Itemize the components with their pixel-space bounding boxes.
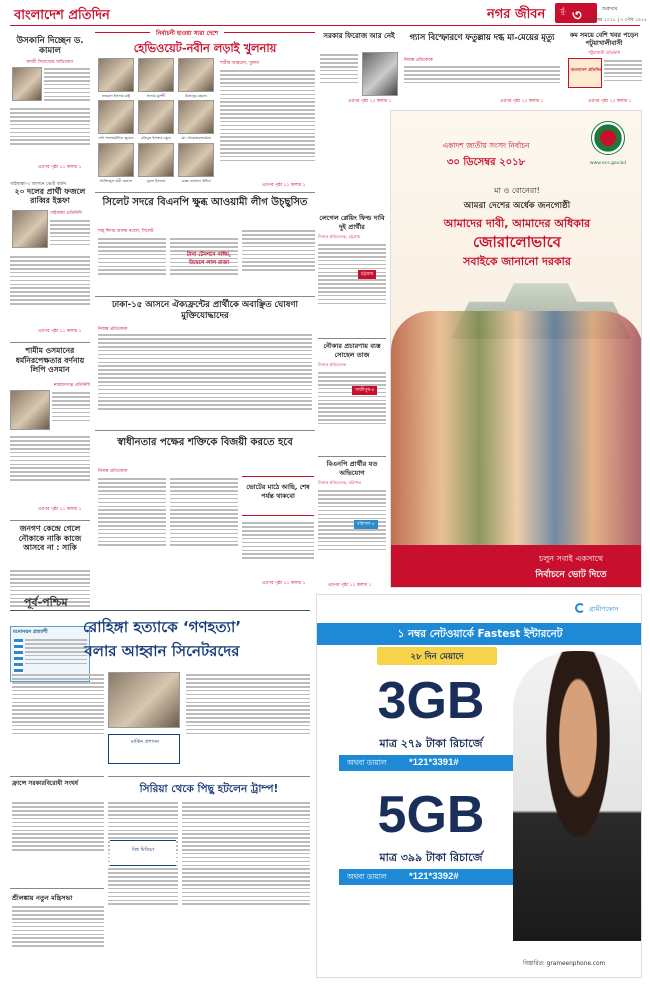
women-group-image <box>391 311 642 547</box>
gaibandha-body <box>50 218 90 252</box>
kom-logo <box>568 58 602 88</box>
divider-bottom-3 <box>108 776 310 777</box>
quote-box-2 <box>110 840 176 866</box>
candidate-photo-4 <box>98 100 134 134</box>
ec-big2: জোরালোভাবে <box>473 233 561 251</box>
swadhinata-body-3 <box>242 520 314 580</box>
gp-dial1: *121*3391# <box>409 757 459 768</box>
gaibandha-sub: ২০ দলের প্রার্থী ফজলে রাব্বির ইস্তফা <box>14 187 86 205</box>
srilanka-headline: শ্রীলঙ্কায় নতুন মন্ত্রিসভা <box>12 894 73 902</box>
candidate-photo-5 <box>138 100 174 134</box>
sarkar-headline: সরকার ফিরোজ আর নেই <box>323 32 395 40</box>
ec-footer2: নির্বাচনে ভোট দিতে <box>535 570 607 580</box>
gas-headline: গ্যাস বিস্ফোরণে ফতুল্লায় দগ্ধ মা-মেয়ের মৃত্যু <box>409 32 555 42</box>
gp-dial2-band <box>339 869 523 885</box>
gp-dial1-band <box>339 755 523 771</box>
shamim-headline: শামীম ওসমানের ধর্মনিরপেক্ষতার বর্ণনায় লিপি ওসমান <box>15 346 85 374</box>
rohingya-headline-box <box>22 616 302 668</box>
sarkar-photo <box>362 52 398 96</box>
swadhinata-box-text: ভোটের মাঠে আছি, শেষ পর্যন্ত থাকবো <box>246 483 310 500</box>
nouka-body <box>318 370 386 450</box>
srilanka-body <box>12 904 104 976</box>
usk-story <box>10 36 90 176</box>
candidate-photo-1 <box>98 58 134 92</box>
ec-footer-band <box>391 545 642 588</box>
gp-validity: ২৮ দিন মেয়াদে <box>410 652 464 662</box>
cricket-headline: ফ্রান্সে সরকারবিরোধী সংঘর্ষ <box>12 780 79 787</box>
swadhinata-byline: নিজস্ব প্রতিবেদক <box>98 469 128 474</box>
page-word: পৃষ্ঠা <box>559 7 565 16</box>
khulna-body <box>220 68 315 178</box>
sarkar-body <box>320 52 358 96</box>
ec-ad <box>390 110 642 588</box>
divider-mid-3 <box>95 430 315 431</box>
gp-ad <box>316 594 642 978</box>
gp-validity-badge <box>377 647 497 665</box>
bnp-story <box>318 460 386 590</box>
gaibandha-headline: গাইবান্ধা-৩ আসনে ভোট বর্জন <box>10 182 67 187</box>
gp-model-image <box>513 651 642 941</box>
purba-section: পূর্ব-পশ্চিম <box>24 596 68 609</box>
usk-headline: উসকানি দিচ্ছেন ড. কামাল <box>16 36 84 56</box>
gp-price2: মাত্র ৩৯৯ টাকা রিচার্জে <box>379 851 483 864</box>
flag-headline: লেগেল প্লেয়িং ফিল্ড দাবি দুই প্রার্থীর <box>319 214 385 231</box>
ec-sub: আমরা দেশের অর্ধেক জনগোষ্ঠী <box>463 201 571 211</box>
sarkar-continued: এরপর পৃষ্ঠা ১১ কলাম ১ <box>348 99 392 104</box>
shamim-photo <box>10 390 50 430</box>
kom-logo-text: বাংলাদেশ প্রতিদিন <box>570 67 602 72</box>
sylhet-byline: শাহ্ দিদার আলম নবেল, সিলেট <box>98 229 154 234</box>
candidate-photo-2 <box>138 58 174 92</box>
masthead <box>0 0 650 26</box>
gp-dial2: *121*3392# <box>409 871 459 882</box>
ec-call: মা ও বোনেরা! <box>494 186 540 195</box>
ec-line2: ৩০ ডিসেম্বর ২০১৮ <box>446 157 526 168</box>
rohingya-body-1 <box>12 672 104 772</box>
gas-continued: এরপর পৃষ্ঠা ১১ কলাম ১ <box>500 99 544 104</box>
quote1-text: মার্কিন প্রশাসন <box>130 739 160 745</box>
rohingya-body-2 <box>186 672 310 772</box>
gp-price1: মাত্র ২৭৯ টাকা রিচার্জে <box>379 737 483 750</box>
sylhet-body-3 <box>242 228 315 292</box>
divider-mid-1 <box>95 192 315 193</box>
candidate-photo-3 <box>178 58 214 92</box>
usk-photo <box>12 67 42 101</box>
kom-continued: এরপর পৃষ্ঠা ১১ কলাম ১ <box>588 99 632 104</box>
bnp-dateline: নিজস্ব প্রতিবেদক, বরিশাল <box>318 480 362 485</box>
candidate-photo-9 <box>178 143 214 177</box>
ec-big1: আমাদের দাবী, আমাদের অধিকার <box>443 217 591 230</box>
divider-left-2 <box>10 520 90 521</box>
caption-9: মোল্লা জালাল উদ্দিন <box>181 179 211 183</box>
gp-headline-band <box>317 623 642 645</box>
lobby-label: মনোনয়ন প্রত্যাশী <box>13 629 48 635</box>
flag-tag: চট্টগ্রাম <box>358 270 376 279</box>
flag-body <box>318 242 386 326</box>
syria-body-2 <box>182 800 310 976</box>
syria-body-1 <box>108 800 178 976</box>
candidate-photo-6 <box>178 100 214 134</box>
kom-body <box>604 58 642 94</box>
issue-date: ২১ ডিসেম্বর ২০১৮ | ৭ পৌষ ১৪২৫ <box>580 18 647 23</box>
flag-story <box>318 214 386 334</box>
divider-right-2 <box>318 456 386 457</box>
gaibandha-story <box>10 180 90 340</box>
syria-headline: সিরিয়া থেকে পিছু হটলেন ট্রাম্প! <box>139 783 279 795</box>
divider-left-1 <box>10 342 90 343</box>
candidate-photo-8 <box>138 143 174 177</box>
bnp-headline: বিএনপি প্রার্থীর যত অভিযোগ <box>326 460 378 477</box>
ec-url: www.ecs.gov.bd <box>589 161 627 166</box>
issue-day: শুক্রবার <box>602 6 618 12</box>
ec-big3: সবাইকে জানানো দরকার <box>463 255 571 268</box>
kom-story <box>566 32 642 106</box>
candidate-photo-7 <box>98 143 134 177</box>
caption-6: মো. আকতারুজ্জামান <box>181 136 211 140</box>
section-name: নগর জীবন <box>487 7 546 22</box>
usk-body2 <box>10 106 90 156</box>
gp-pack2: 5GB <box>377 786 485 844</box>
khulna-headline: হেভিওয়েট-নবীন লড়াই খুলনায় <box>133 41 277 55</box>
gp-dial1-pre: অথবা ডায়াল <box>347 758 387 767</box>
quote-box-1 <box>108 734 180 764</box>
gas-story <box>402 32 562 106</box>
gp-pack1: 3GB <box>377 672 485 730</box>
flag-dateline: নিজস্ব প্রতিবেদক, চট্টগ্রাম <box>318 234 361 239</box>
dhaka15-body <box>98 332 312 424</box>
caption-7: আজিজুল বারী হেলাল <box>99 179 133 183</box>
gaibandha-dateline: গাইবান্ধা প্রতিনিধি <box>50 211 82 216</box>
swadhinata-headline: স্বাধীনতার পক্ষের শক্তিকে বিজয়ী করতে হবে <box>117 437 293 448</box>
cricket-body <box>12 800 104 884</box>
khulna-continued: এরপর পৃষ্ঠা ১১ কলাম ১ <box>262 183 306 188</box>
swadhinata-body-2 <box>170 476 238 580</box>
gp-brand: গ্রামীণফোন <box>589 605 619 613</box>
kicker-text: নির্বাচনী হাওয়া সারা দেশে <box>150 28 224 39</box>
nouka-headline: নৌকার প্রচারণায় ব্যস্ত সোহেল তাজ <box>323 342 381 359</box>
rohingya-headline-1: রোহিঙ্গা হত্যাকে ‘গণহত্যা’ <box>82 618 242 636</box>
ec-footer1: চলুন সবাই একসাথে <box>538 554 604 563</box>
caption-5: রকিবুল ইসলাম বকুল <box>141 136 171 140</box>
shamim-continued: এরপর পৃষ্ঠা ১১ কলাম ১ <box>38 507 82 512</box>
quote2-text: বিশ্ব মিডিয়া <box>131 847 155 853</box>
nouka-story <box>318 342 386 452</box>
bnp-continued: এরপর পৃষ্ঠা ১১ কলাম ১ <box>328 583 372 588</box>
sylhet-headline: সিলেট সদরে বিএনপি ক্ষুব্ধ আওয়ামী লীগ উচ্ছ্বসিত <box>102 197 308 208</box>
shamim-body2 <box>10 434 90 504</box>
caption-2: সালাম মুর্শেদী <box>146 94 166 98</box>
sylhet-body-1 <box>98 236 166 292</box>
usk-byline: কাজী সিরাজের অভিযোগ <box>26 60 74 65</box>
kicker-banner <box>95 28 315 38</box>
rohingya-photo <box>108 672 180 728</box>
gaibandha-body2 <box>10 254 90 324</box>
bnp-body <box>318 488 386 582</box>
caption-3: মিজানুর রহমান <box>185 94 207 98</box>
gaibandha-continued: এরপর পৃষ্ঠা ১১ কলাম ১ <box>38 329 82 334</box>
nouka-dateline: নিজস্ব প্রতিবেদক <box>318 362 346 367</box>
dhaka15-headline: ঢাকা-১৫ আসনে ঐক্যফ্রন্টের প্রার্থীকে অবাঞ্ছিত ঘোষণা মুক্তিযোদ্ধাদের <box>112 300 298 321</box>
khulna-photos <box>98 58 216 190</box>
shamim-story <box>10 346 90 516</box>
rohingya-headline-2: বলার আহ্বান সিনেটরদের <box>84 642 240 660</box>
swadhinata-continued: এরপর পৃষ্ঠা ১১ কলাম ১ <box>262 581 306 586</box>
khulna-byline: শামীম আহমেদ, খুলনা <box>220 61 260 66</box>
divider-right-1 <box>318 338 386 339</box>
shamim-body <box>52 390 90 430</box>
kom-dateline: পটুয়াখালী প্রতিনিধি <box>588 50 620 55</box>
usk-continued: এরপর পৃষ্ঠা ১১ কলাম ১ <box>38 165 82 170</box>
gp-logo-icon <box>575 603 585 613</box>
caption-4: শেখ সালাহউদ্দিন জুয়েল <box>98 136 134 140</box>
sylhet-sub: টানা টেনশনে নাঈম, উদ্বেগে লাল রাজা <box>186 252 232 266</box>
ec-emblem-icon <box>591 121 625 155</box>
gas-dateline: নিজস্ব প্রতিবেদক <box>404 58 433 63</box>
sarkar-story <box>320 32 398 106</box>
gp-web: বিস্তারিত: grameenphone.com <box>523 961 606 967</box>
caption-8: নুরুল ইসলাম <box>146 179 166 183</box>
bnp-tag: বরিশাল-৫ <box>354 520 378 529</box>
divider-mid-2 <box>95 296 315 297</box>
swadhinata-box <box>242 476 314 516</box>
gp-dial2-pre: অথবা ডায়াল <box>347 872 387 881</box>
ec-line1: একাদশ জাতীয় সংসদ নির্বাচন <box>442 141 530 150</box>
kom-headline: কম সময়ে বেশি খবর পড়েন পটুয়াখালীবাসী <box>569 32 639 48</box>
purba-section-bar <box>10 594 310 612</box>
janagan-headline: জনগণ কেন্দ্রে গেলে নৌকাকে নাকি কাজে আসবে না : সাকি <box>18 524 82 552</box>
paper-name: বাংলাদেশ প্রতিদিন <box>14 8 110 23</box>
gas-body <box>404 64 560 96</box>
divider-bottom-2 <box>10 888 104 889</box>
page-number: ৩ <box>572 6 582 24</box>
masthead-rule <box>10 25 640 26</box>
dhaka15-byline: নিজস্ব প্রতিবেদক <box>98 327 128 332</box>
divider-bottom-1 <box>10 776 104 777</box>
gaibandha-photo <box>12 210 48 248</box>
swadhinata-body-1 <box>98 476 166 580</box>
gp-headline: ১ নম্বর নেটওয়ার্কে Fastest ইন্টারনেট <box>397 628 563 640</box>
shamim-dateline: নারায়ণগঞ্জ প্রতিনিধি <box>53 383 90 388</box>
nouka-tag: গাজীপুর-৪ <box>352 386 377 395</box>
caption-1: নজরুল ইসলাম মঞ্জু <box>101 94 131 98</box>
usk-body <box>44 66 90 106</box>
